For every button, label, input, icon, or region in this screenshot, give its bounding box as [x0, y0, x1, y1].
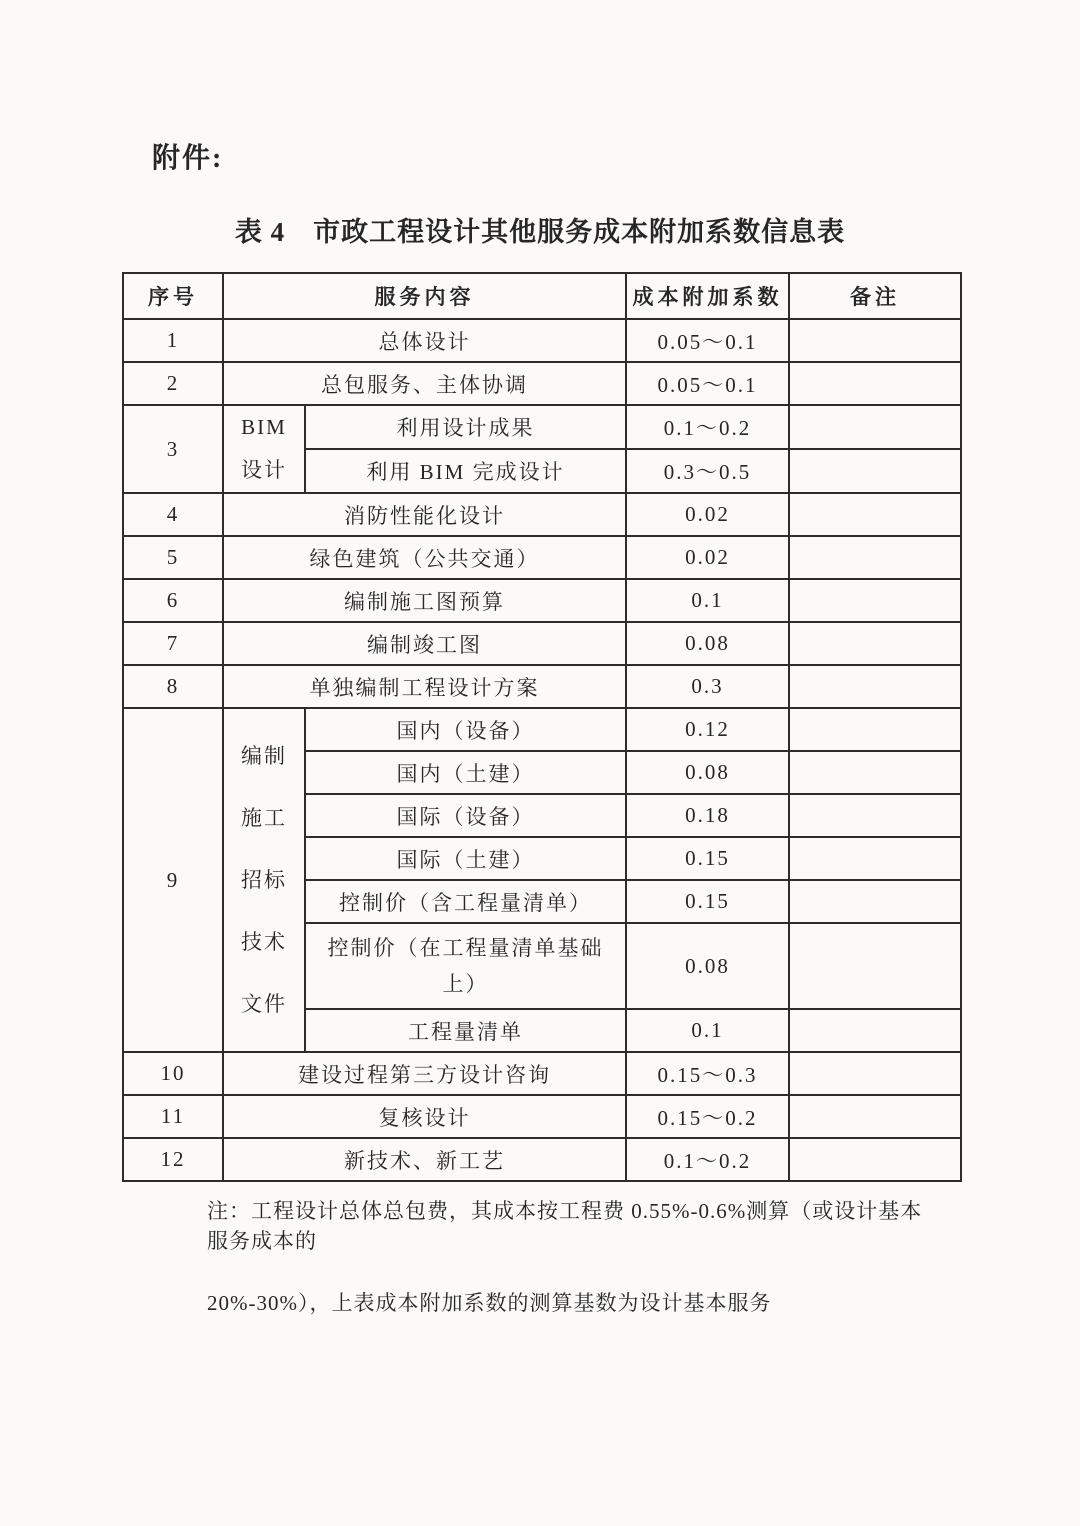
table-row: [123, 1095, 961, 1138]
service-cell: 绿色建筑（公共交通）: [223, 536, 626, 579]
group-line: 编制: [241, 744, 287, 768]
note-line-1: 注：工程设计总体总包费，其成本按工程费 0.55%-0.6%测算（或设计基本服务成本的: [207, 1199, 923, 1253]
remark-cell: [789, 923, 961, 1009]
services-table: [122, 272, 962, 1182]
remark-cell: [789, 622, 961, 665]
row-no-cell: 8: [123, 665, 223, 708]
remark-cell: [789, 449, 961, 493]
group-line: 招标: [241, 868, 287, 892]
table-row: [123, 319, 961, 362]
service-cell: 利用设计成果: [305, 405, 626, 449]
remark-cell: [789, 362, 961, 405]
table-row: [123, 536, 961, 579]
coefficient-cell: 0.05～0.1: [626, 362, 789, 405]
group-label: [228, 406, 300, 492]
service-cell: 工程量清单: [305, 1009, 626, 1052]
table-title: 表 4 市政工程设计其他服务成本附加系数信息表: [234, 217, 846, 247]
service-cell: 编制竣工图: [223, 622, 626, 665]
group-line: 设计: [241, 458, 287, 482]
remark-cell: [789, 579, 961, 622]
remark-cell: [789, 405, 961, 449]
coefficient-cell: 0.3: [626, 665, 789, 708]
header-service: 服务内容: [223, 273, 626, 319]
remark-cell: [789, 1052, 961, 1095]
service-cell: 总包服务、主体协调: [223, 362, 626, 405]
row-no-cell: 9: [123, 708, 223, 1052]
note-line-2: 20%-30%），上表成本附加系数的测算基数为设计基本服务: [207, 1291, 772, 1315]
header-no: 序号: [123, 273, 223, 319]
service-cell: 消防性能化设计: [223, 493, 626, 536]
service-cell: 单独编制工程设计方案: [223, 665, 626, 708]
table-note: [207, 1196, 927, 1318]
service-cell: 复核设计: [223, 1095, 626, 1138]
group-line: 技术: [241, 930, 287, 954]
header-remark: 备注: [789, 273, 961, 319]
header-coefficient: 成本附加系数: [626, 273, 789, 319]
table-row: [123, 493, 961, 536]
group-label-cell: [223, 708, 305, 1052]
remark-cell: [789, 708, 961, 751]
service-cell: 新技术、新工艺: [223, 1138, 626, 1181]
remark-cell: [789, 837, 961, 880]
row-no-cell: 11: [123, 1095, 223, 1138]
group-line: 施工: [241, 806, 287, 830]
coefficient-cell: 0.1～0.2: [626, 1138, 789, 1181]
table-row: [123, 665, 961, 708]
coefficient-cell: 0.08: [626, 923, 789, 1009]
service-cell: 总体设计: [223, 319, 626, 362]
coefficient-cell: 0.08: [626, 622, 789, 665]
coefficient-cell: 0.1: [626, 579, 789, 622]
remark-cell: [789, 665, 961, 708]
service-cell: 国内（设备）: [305, 708, 626, 751]
table-row: [123, 1052, 961, 1095]
table-row: [123, 708, 961, 751]
row-no-cell: 1: [123, 319, 223, 362]
row-no-cell: 10: [123, 1052, 223, 1095]
remark-cell: [789, 1095, 961, 1138]
table-row: [123, 1138, 961, 1181]
service-cell: 国际（土建）: [305, 837, 626, 880]
remark-cell: [789, 1009, 961, 1052]
service-cell: [305, 923, 626, 1009]
remark-cell: [789, 1138, 961, 1181]
row-no-cell: 12: [123, 1138, 223, 1181]
remark-cell: [789, 536, 961, 579]
row-no-cell: 7: [123, 622, 223, 665]
table-row: [123, 622, 961, 665]
coefficient-cell: 0.15: [626, 880, 789, 923]
remark-cell: [789, 751, 961, 794]
coefficient-cell: 0.08: [626, 751, 789, 794]
row-no-cell: 3: [123, 405, 223, 493]
coefficient-cell: 0.1: [626, 1009, 789, 1052]
group-label-cell: [223, 405, 305, 493]
service-cell: 控制价（含工程量清单）: [305, 880, 626, 923]
coefficient-cell: 0.15～0.3: [626, 1052, 789, 1095]
attachment-label: 附件:: [152, 143, 224, 174]
table-header-row: [123, 273, 961, 319]
row-no-cell: 5: [123, 536, 223, 579]
coefficient-cell: 0.3～0.5: [626, 449, 789, 493]
coefficient-cell: 0.15: [626, 837, 789, 880]
group-line: BIM: [241, 415, 287, 439]
service-text: 控制价（在工程量清单基础上）: [327, 936, 604, 996]
service-cell: 建设过程第三方设计咨询: [223, 1052, 626, 1095]
coefficient-cell: 0.1～0.2: [626, 405, 789, 449]
coefficient-cell: 0.05～0.1: [626, 319, 789, 362]
row-no-cell: 6: [123, 579, 223, 622]
group-line: 文件: [241, 992, 287, 1016]
coefficient-cell: 0.02: [626, 536, 789, 579]
service-cell: 利用 BIM 完成设计: [305, 449, 626, 493]
coefficient-cell: 0.18: [626, 794, 789, 837]
coefficient-cell: 0.12: [626, 708, 789, 751]
service-cell: 编制施工图预算: [223, 579, 626, 622]
remark-cell: [789, 794, 961, 837]
table-row: [123, 362, 961, 405]
group-label: [228, 725, 300, 1035]
row-no-cell: 2: [123, 362, 223, 405]
service-cell: 国际（设备）: [305, 794, 626, 837]
remark-cell: [789, 319, 961, 362]
coefficient-cell: 0.02: [626, 493, 789, 536]
service-cell: 国内（土建）: [305, 751, 626, 794]
table-row: [123, 579, 961, 622]
coefficient-cell: 0.15～0.2: [626, 1095, 789, 1138]
remark-cell: [789, 880, 961, 923]
table-row: [123, 405, 961, 449]
row-no-cell: 4: [123, 493, 223, 536]
remark-cell: [789, 493, 961, 536]
